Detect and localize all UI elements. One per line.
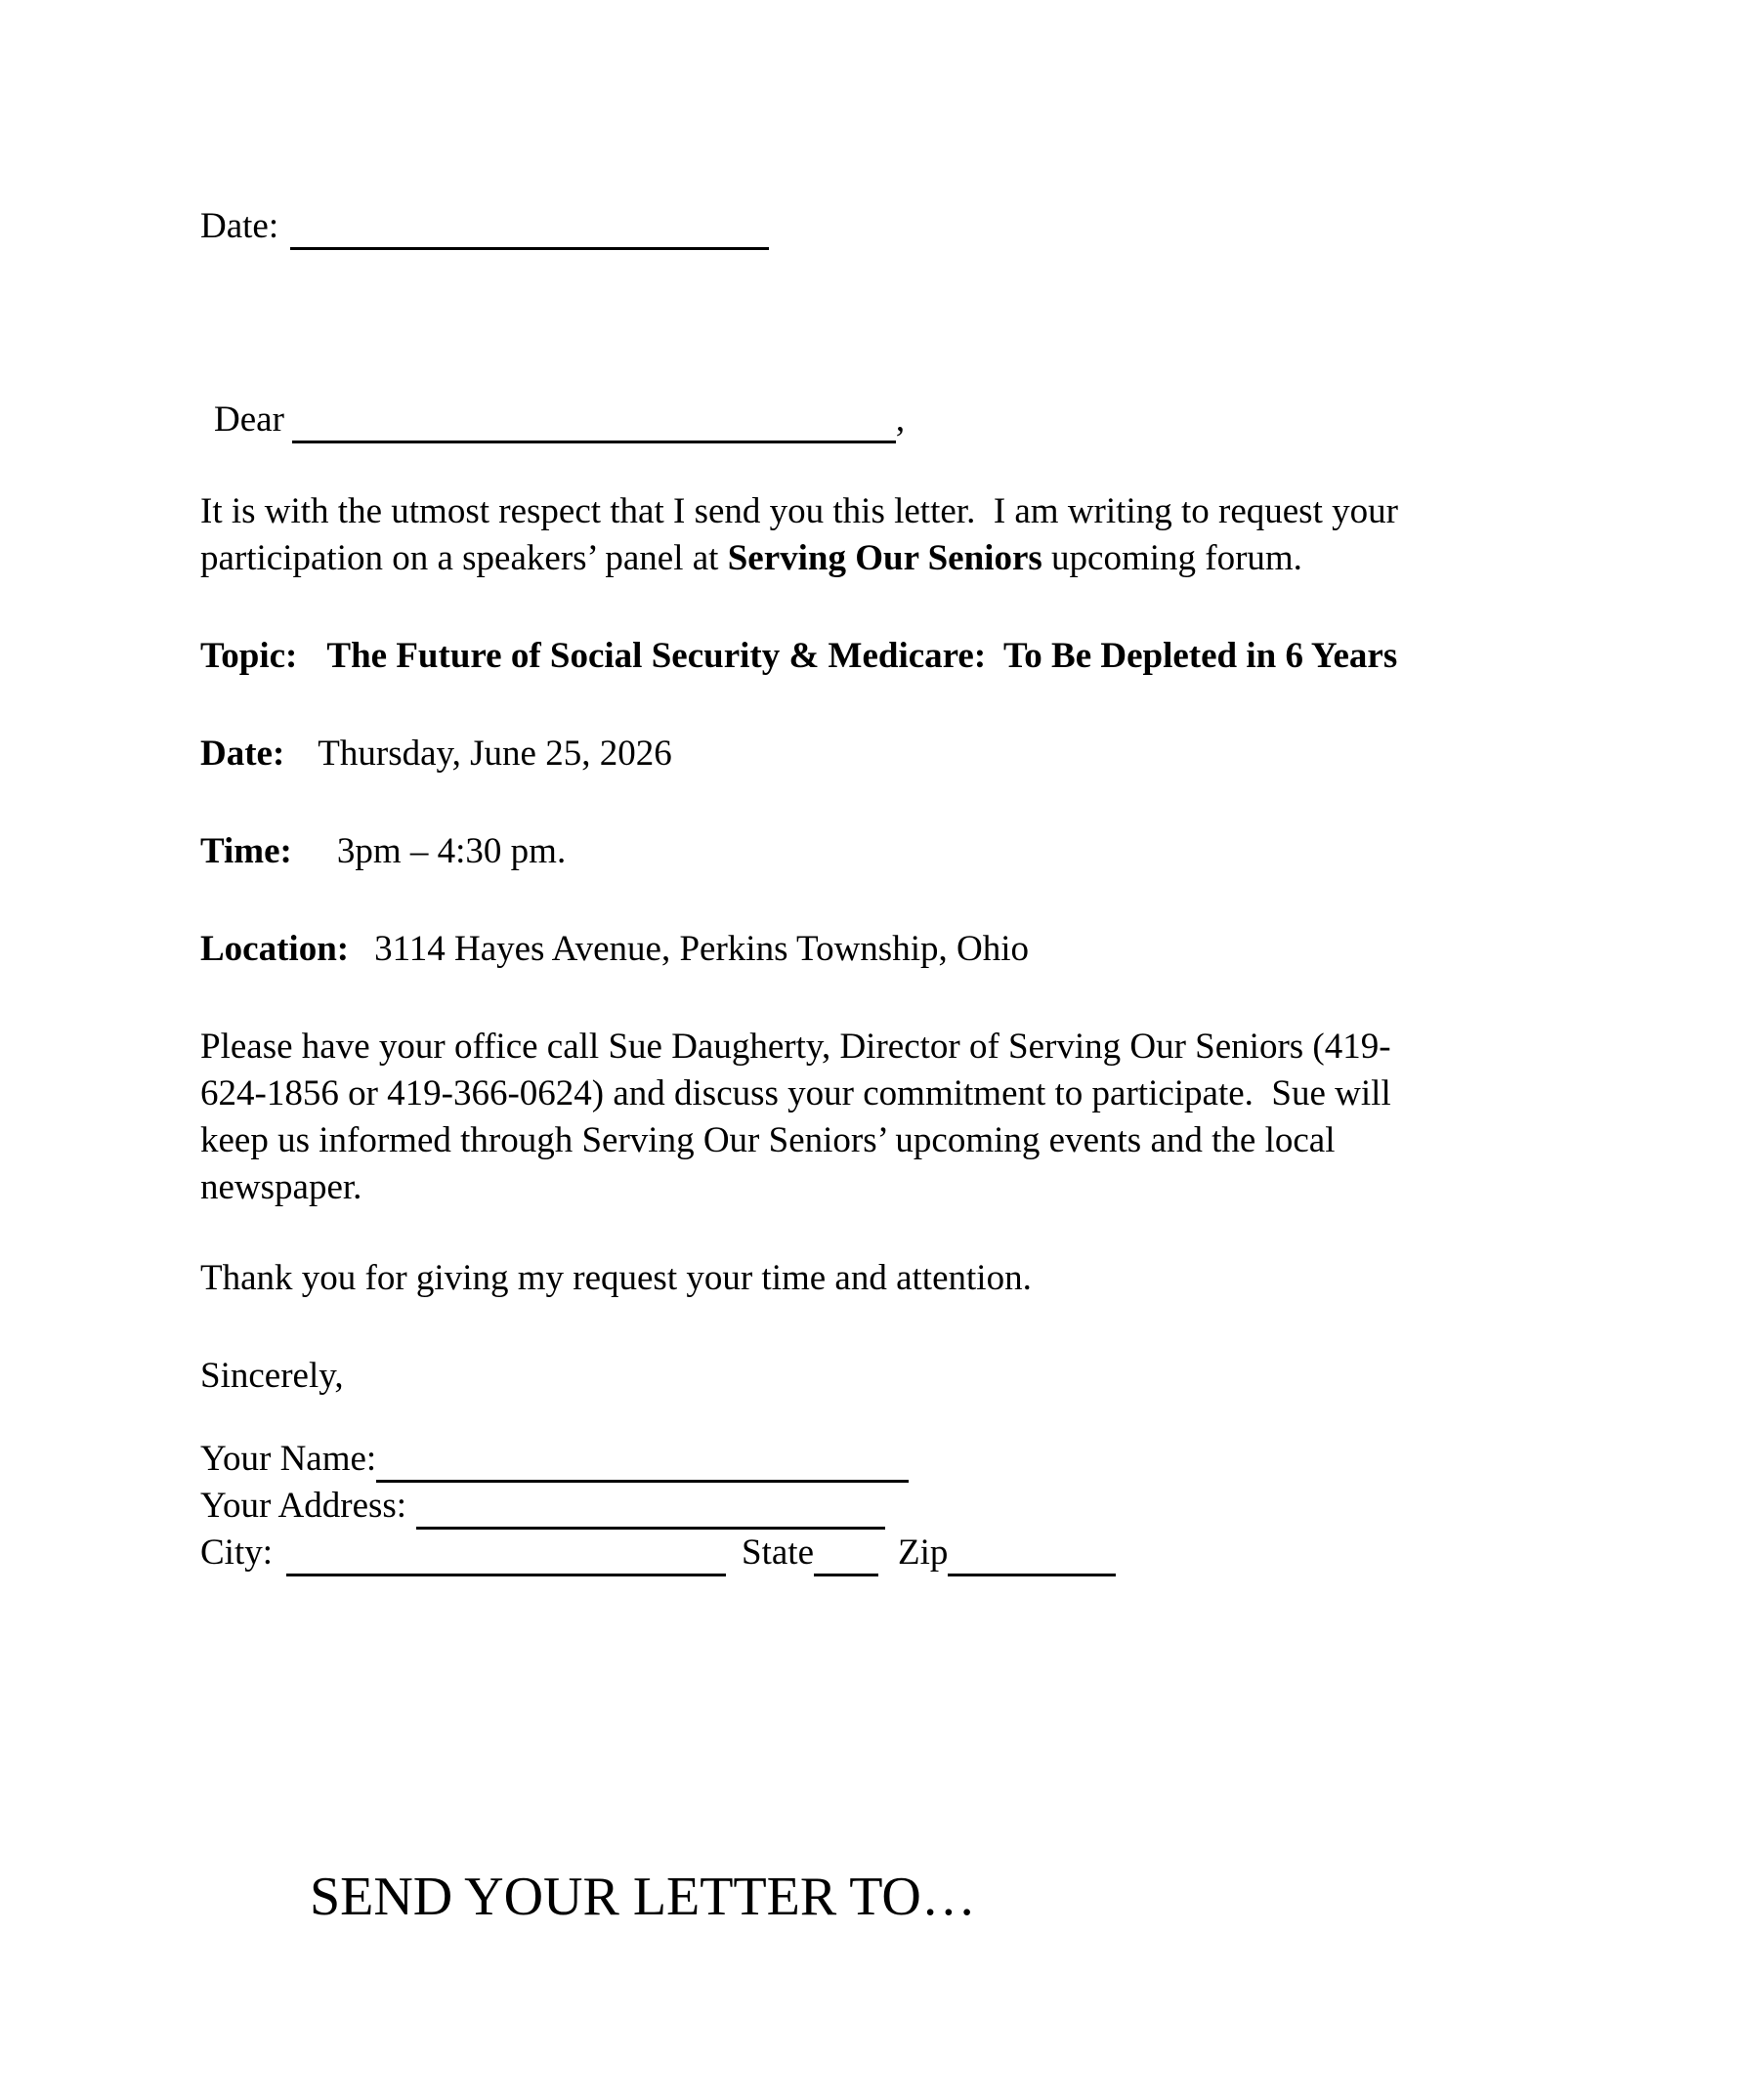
topic-label: Topic: bbox=[200, 636, 298, 676]
intro-line-2-end: upcoming forum. bbox=[1042, 538, 1302, 578]
intro-line-2-start: participation on a speakers’ panel at bbox=[200, 538, 728, 578]
send-letter-heading: SEND YOUR LETTER TO… bbox=[310, 1867, 976, 1927]
contact-line-1: Please have your office call Sue Daugherty, Director of Serving Our Seniors (419- bbox=[200, 1027, 1391, 1067]
topic-value: The Future of Social Security & Medicare: To Be Depleted in 6 Years bbox=[326, 636, 1398, 676]
event-date-line bbox=[200, 731, 1606, 777]
event-location-label: Location: bbox=[200, 929, 350, 969]
salutation-line bbox=[200, 397, 1606, 443]
org-name-bold: Serving Our Seniors bbox=[727, 538, 1042, 578]
date-blank bbox=[290, 210, 769, 250]
state-blank bbox=[814, 1536, 878, 1576]
event-time-label: Time: bbox=[200, 831, 292, 871]
city-blank bbox=[286, 1536, 726, 1576]
name-blank bbox=[376, 1443, 909, 1483]
signoff-line: Sincerely, bbox=[200, 1356, 344, 1396]
contact-line-3: keep us informed through Serving Our Seniors’ upcoming events and the local bbox=[200, 1120, 1336, 1160]
contact-line-4: newspaper. bbox=[200, 1167, 362, 1207]
address-label: Your Address: bbox=[200, 1486, 407, 1526]
address-line bbox=[200, 1483, 1606, 1530]
event-time-line bbox=[200, 828, 1606, 875]
event-time-value: 3pm – 4:30 pm. bbox=[336, 831, 567, 871]
state-label: State bbox=[742, 1533, 815, 1573]
topic-line bbox=[200, 633, 1606, 680]
zip-blank bbox=[948, 1536, 1116, 1576]
intro-line-1: It is with the utmost respect that I send you this letter. I am writing to request your bbox=[200, 491, 1398, 531]
contact-line-2: 624-1856 or 419-366-0624) and discuss your commitment to participate. Sue will bbox=[200, 1073, 1391, 1113]
event-date-value: Thursday, June 25, 2026 bbox=[318, 734, 672, 774]
salutation-blank bbox=[292, 403, 896, 443]
thanks-line: Thank you for giving my request your time and attention. bbox=[200, 1258, 1032, 1298]
event-location-line bbox=[200, 926, 1606, 973]
name-line bbox=[200, 1436, 1606, 1483]
name-label: Your Name: bbox=[200, 1439, 377, 1479]
event-location-value: 3114 Hayes Avenue, Perkins Township, Ohio bbox=[374, 929, 1029, 969]
signature-block bbox=[200, 1436, 1606, 1576]
salutation-comma: , bbox=[895, 399, 906, 440]
intro-line-2 bbox=[200, 535, 1606, 582]
contact-paragraph bbox=[200, 1024, 1606, 1211]
date-label: Date: bbox=[200, 206, 279, 246]
city-line bbox=[200, 1530, 1606, 1576]
intro-paragraph bbox=[200, 488, 1606, 582]
address-blank bbox=[416, 1490, 885, 1530]
zip-label: Zip bbox=[898, 1533, 949, 1573]
date-line bbox=[200, 203, 1606, 250]
city-label: City: bbox=[200, 1533, 274, 1573]
salutation-prefix: Dear bbox=[214, 399, 284, 440]
event-date-label: Date: bbox=[200, 734, 285, 774]
